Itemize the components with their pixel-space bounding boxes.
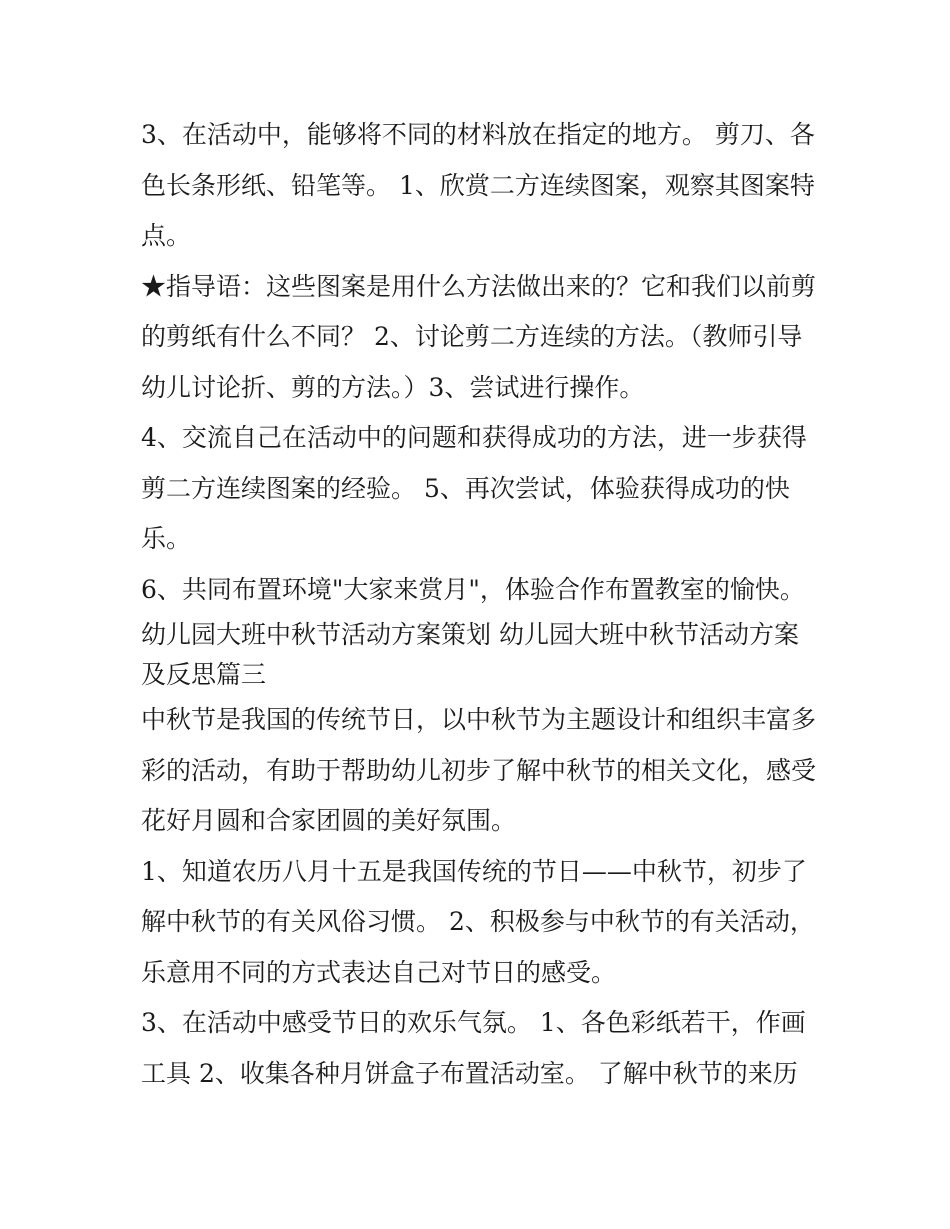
paragraph-goals: 1、知道农历八月十五是我国传统的节日——中秋节，初步了解中秋节的有关风俗习惯。 2、积极参与中秋节的有关活动，乐意用不同的方式表达自己对节日的感受。 bbox=[141, 856, 815, 987]
section-title: 幼儿园大班中秋节活动方案策划 幼儿园大班中秋节活动方案及反思篇三 bbox=[141, 620, 799, 689]
paragraph-environment: 6、共同布置环境"大家来赏月"，体验合作布置教室的愉快。 bbox=[141, 574, 805, 604]
paragraph-materials: 3、在活动中，能够将不同的材料放在指定的地方。 剪刀、各色长条形纸、铅笔等。 1、欣赏二方连续图案，观察其图案特点。 bbox=[141, 120, 815, 250]
paragraph-exchange: 4、交流自己在活动中的问题和获得成功的方法，进一步获得剪二方连续图案的经验。 5、再次尝试，体验获得成功的快乐。 bbox=[141, 423, 807, 553]
paragraph-intro: 中秋节是我国的传统节日，以中秋节为主题设计和组织丰富多彩的活动，有助于帮助幼儿初步了解中秋节的相关文化，感受花好月圆和合家团圆的美好氛围。 bbox=[141, 705, 817, 835]
document-body bbox=[141, 110, 821, 1099]
paragraph-guidance: ★指导语：这些图案是用什么方法做出来的？它和我们以前剪的剪纸有什么不同？ 2、讨论剪二方连续的方法。（教师引导幼儿讨论折、剪的方法。）3、尝试进行操作。 bbox=[141, 271, 817, 402]
paragraph-preparation: 3、在活动中感受节日的欢乐气氛。 1、各色彩纸若干，作画工具 2、收集各种月饼盒子布置活动室。 了解中秋节的来历 bbox=[141, 1008, 806, 1088]
